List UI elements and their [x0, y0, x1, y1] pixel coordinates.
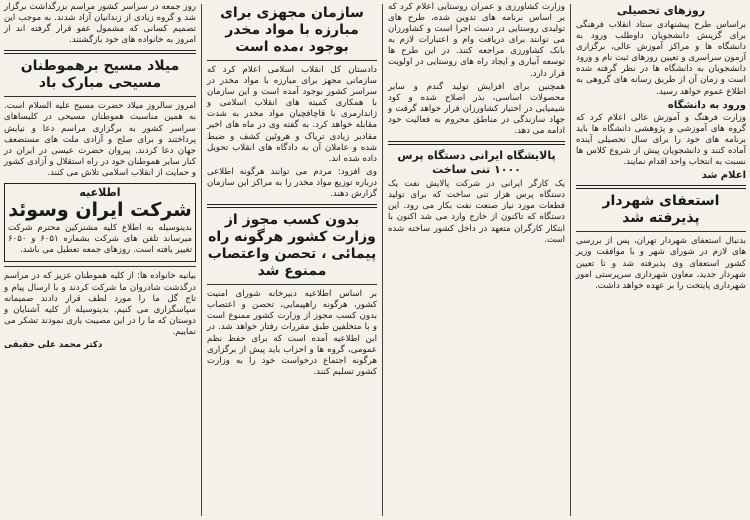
divider: [4, 96, 196, 97]
announcement-box: [4, 183, 196, 262]
subheading-university-entry: ورود به دانشگاه: [667, 99, 746, 111]
column-center-right: [384, 0, 569, 520]
divider: [576, 231, 746, 232]
notice-signature: دکتر محمد علی حقیقی: [4, 339, 103, 350]
announcement-body: بدینوسیله به اطلاع کلیه مشترکین محترم شرکت میرساند تلفن های شرکت بشماره ۶۰۵۱ و ۶۰۵۰ تغییر یافته است. روزهای جمعه تعطیل می باشد.: [8, 223, 192, 256]
column-right: [572, 0, 750, 520]
announcement-label: اطلاعیه: [79, 186, 121, 200]
announcement-company-name: شرکت ایران وسوئد: [8, 199, 192, 222]
divider: [4, 50, 196, 54]
article-agriculture-cont: همچنین برای افزایش تولید گندم و سایر محصولات اساسی، بذر اصلاح شده و کود شیمیایی در اختیار کشاورزان قرار خواهد گرفت و جهاد سازندگی در مناطق محروم به فعالیت خود ادامه می دهد.: [388, 81, 565, 137]
headline-protest-ban: بدون کسب مجوز از وزارت کشور هرگونه راه پیمائی ، تحصن واعتصاب ممنوع شد: [207, 212, 377, 280]
headline-academic-days: روزهای تحصیلی: [616, 4, 706, 17]
column-rule: [382, 4, 383, 516]
article-drug-body: دادستان کل انقلاب اسلامی اعلام کرد که سازمانی مجهز برای مبارزه با مواد مخدر در سراسر کشور بوجود آمده است و این سازمان با همکاری کمیته های انقلاب اسلامی و ژاندارمری با قاچاقچیان مواد مخدر به شدت مقابله خواهد کرد. به گفته وی در ماه های اخیر مقادیر زیادی تریاک و هروئین کشف و ضبط شده و عاملان آن به دادگاه های انقلاب تحویل داده شده اند.: [207, 65, 377, 164]
divider: [207, 60, 377, 61]
headline-drug-organization: سازمان مجهزی برای مبارزه با مواد مخدر بوجود ،مده است: [220, 5, 364, 55]
divider: [207, 284, 377, 285]
article-press-body: یک کارگر ایرانی در شرکت پالایش نفت یک دستگاه پرس هزار تنی ساخت که برای تولید قطعات مورد نیاز صنعت نفت بکار می رود. این دستگاه که تاکنون از خارج وارد می شد اکنون با ابتکار کارگران متعهد در داخل کشور ساخته شده است.: [388, 179, 565, 245]
headline-mayor-resignation: استعفای شهردار پذیرفته شد: [602, 193, 720, 227]
article-protest-body: بر اساس اطلاعیه دبیرخانه شورای امنیت کشور، هرگونه راهپیمایی، تحصن و اعتصاب بدون کسب مجوز از وزارت کشور ممنوع است و با متخلفین طبق مقررات رفتار خواهد شد. در این اطلاعیه آمده است که برای حفظ نظم عمومی، گروه ها و احزاب باید پیش از برگزاری هرگونه اجتماع درخواست خود را به وزارت کشور تسلیم کنند.: [207, 289, 377, 377]
divider: [207, 204, 377, 208]
article-drug-cont: وی افزود: مردم می توانند هرگونه اطلاعی درباره توزیع مواد مخدر را به مراکز این سازمان گزارش دهند.: [207, 166, 377, 200]
column-center-left: [203, 0, 381, 520]
column-rule: [570, 4, 571, 516]
article-mayor-body: بدنبال استعفای شهردار تهران، پس از بررسی های لازم در شورای شهر و با موافقت وزیر کشور استعفای وی پذیرفته شد و تا تعیین شهردار جدید، معاون شهرداری سرپرستی امور شهرداری پایتخت را بر عهده خواهد داشت.: [576, 236, 746, 291]
article-university-body: وزارت فرهنگ و آموزش عالی اعلام کرد که گروه های آموزشی و پژوهشی دانشگاه ها باید برنامه های خود را برای سال تحصیلی آینده آماده کنند و دانشجویان پیش از شروع کلاس ها نسبت به انتخاب واحد اقدام نمایند.: [576, 112, 746, 168]
divider: [388, 141, 565, 145]
divider: [4, 266, 196, 267]
notice-body: بیانیه خانواده ها: از کلیه هموطنان عزیز که در مراسم درگذشت شادروان ما شرکت کردند و با ارسال پیام و تاج گل ما را مورد لطف قرار دادند صمیمانه سپاسگزاری می کنیم. بدینوسیله از کلیه آشنایان و دوستان که ما را در این مصیبت یاری نمودند تشکر می نماییم.: [4, 271, 196, 337]
column-rule: [201, 4, 202, 516]
headline-christmas: میلاد مسیح برهموطنان مسیحی مبارک باد: [20, 58, 180, 92]
article-prisoners-body: روز جمعه در سراسر کشور مراسم بزرگداشت برگزار شد و گروه زیادی از زندانیان آزاد شدند. به موجب این تصمیم کسانی که مشمول عفو قرار گرفته اند از امروز به خانواده های خود بازگشتند.: [4, 2, 196, 46]
column-left: [0, 0, 200, 520]
divider: [576, 185, 746, 189]
article-christmas-body: امروز سالروز میلاد حضرت مسیح علیه السلام است. به همین مناسبت هموطنان مسیحی در کلیساهای سراسر کشور به برگزاری مراسم دعا و نیایش پرداختند و برای صلح و آزادی ملت های مستضعف جهان دعا کردند. پیروان حضرت عیسی در ایران در کنار سایر هموطنان خود در راه استقلال و آزادی کشور و حمایت از انقلاب اسلامی تلاش می کنند.: [4, 101, 196, 178]
headline-press-machine: پالایشگاه ایرانی دستگاه پرس ۱۰۰۰ تنی ساخت: [397, 149, 556, 177]
article-academic-body: براساس طرح پیشنهادی ستاد انقلاب فرهنگی برای گزینش دانشجویان داوطلب ورود به دانشگاه ها و مراکز آموزش عالی، برگزاری آزمون سراسری و تعیین روزهای ثبت نام و ورود دانشجویان به دانشگاه ها در نظر گرفته شده است و زمان آن از طریق رسانه های گروهی به اطلاع عموم خواهد رسید.: [576, 20, 746, 97]
subheading-announced: اعلام شد: [701, 170, 746, 182]
article-agriculture-body: وزارت کشاورزی و عمران روستایی اعلام کرد که بر اساس برنامه های تدوین شده، طرح های تولیدی روستایی در دست اجرا است و کشاورزان می توانند برای دریافت وام و اعتبارات لازم به بانک کشاورزی مراجعه کنند. در این طرح ها توسعه آبیاری و ایجاد راه های روستایی در اولویت قرار دارد.: [388, 2, 565, 79]
